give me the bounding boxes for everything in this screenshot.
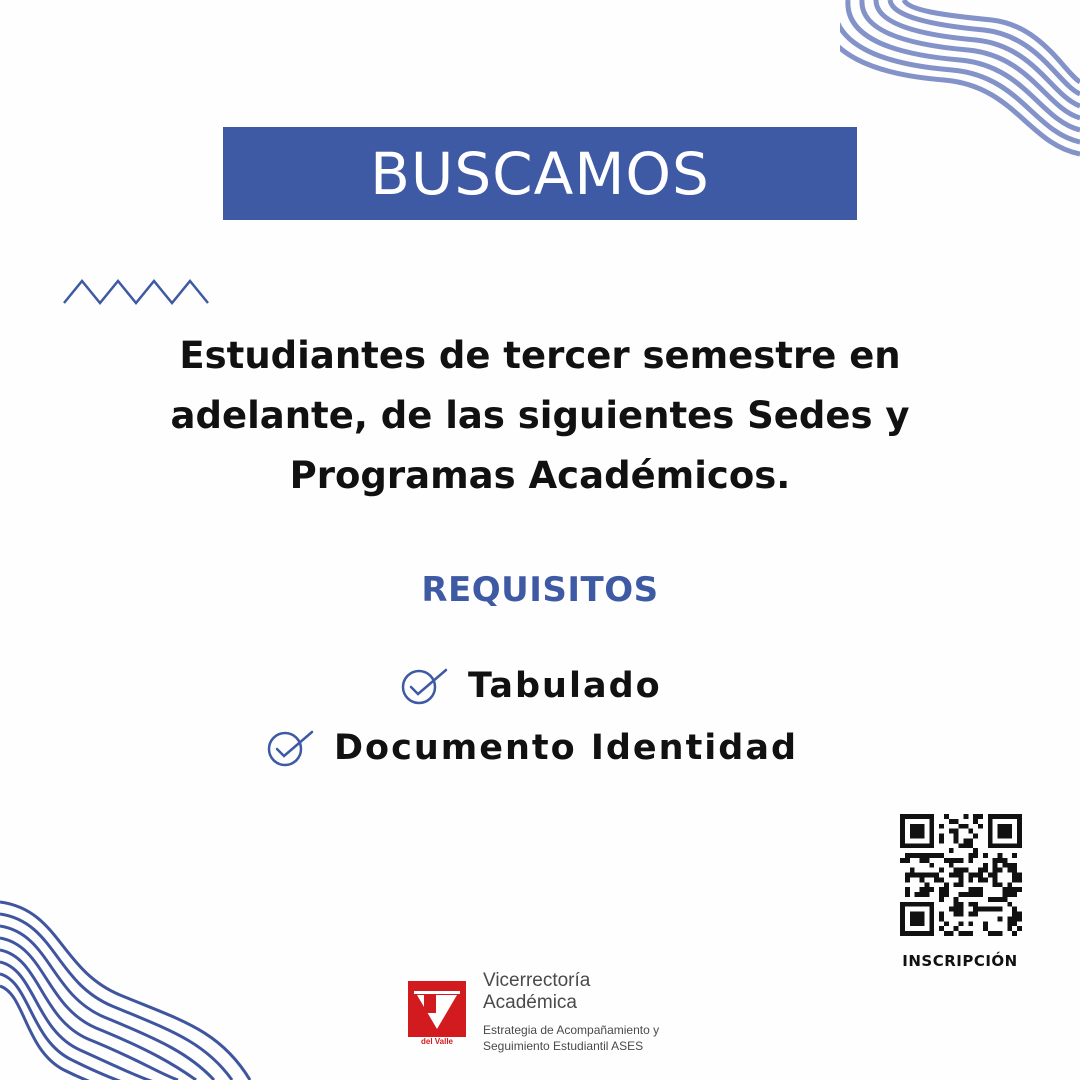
headline-line: Estudiantes de tercer semestre en <box>179 334 901 377</box>
org-name-line: Académica <box>483 992 577 1013</box>
org-subtitle-line: Seguimiento Estudiantil ASES <box>483 1039 644 1053</box>
university-name-line: Universidad <box>414 1027 460 1036</box>
requirements-title: REQUISITOS <box>421 570 659 610</box>
requirement-label: Tabulado <box>468 666 662 706</box>
university-name-line: del Valle <box>420 1037 454 1046</box>
requirement-label: Documento Identidad <box>334 728 799 768</box>
headline-line: adelante, de las siguientes Sedes y <box>170 394 910 437</box>
headline-line: Programas Académicos. <box>289 454 791 497</box>
org-subtitle-line: Estrategia de Acompañamiento y <box>483 1023 660 1037</box>
org-name <box>483 970 590 1014</box>
qr-label: INSCRIPCIÓN <box>902 952 1018 970</box>
headline <box>90 326 990 506</box>
wave-decoration-bottom-left <box>0 890 270 1080</box>
wave-decoration-top-right <box>840 0 1080 170</box>
zigzag-decoration <box>60 276 215 308</box>
requirement-item <box>266 722 798 774</box>
org-name-line: Vicerrectoría <box>483 970 591 991</box>
title-banner <box>223 127 857 220</box>
banner-title: BUSCAMOS <box>370 139 710 208</box>
check-circle-icon <box>266 728 316 768</box>
qr-code[interactable] <box>900 814 1022 936</box>
university-name <box>404 1027 470 1047</box>
org-subtitle <box>483 1022 659 1054</box>
requirement-item <box>400 660 662 712</box>
check-circle-icon <box>400 666 450 706</box>
